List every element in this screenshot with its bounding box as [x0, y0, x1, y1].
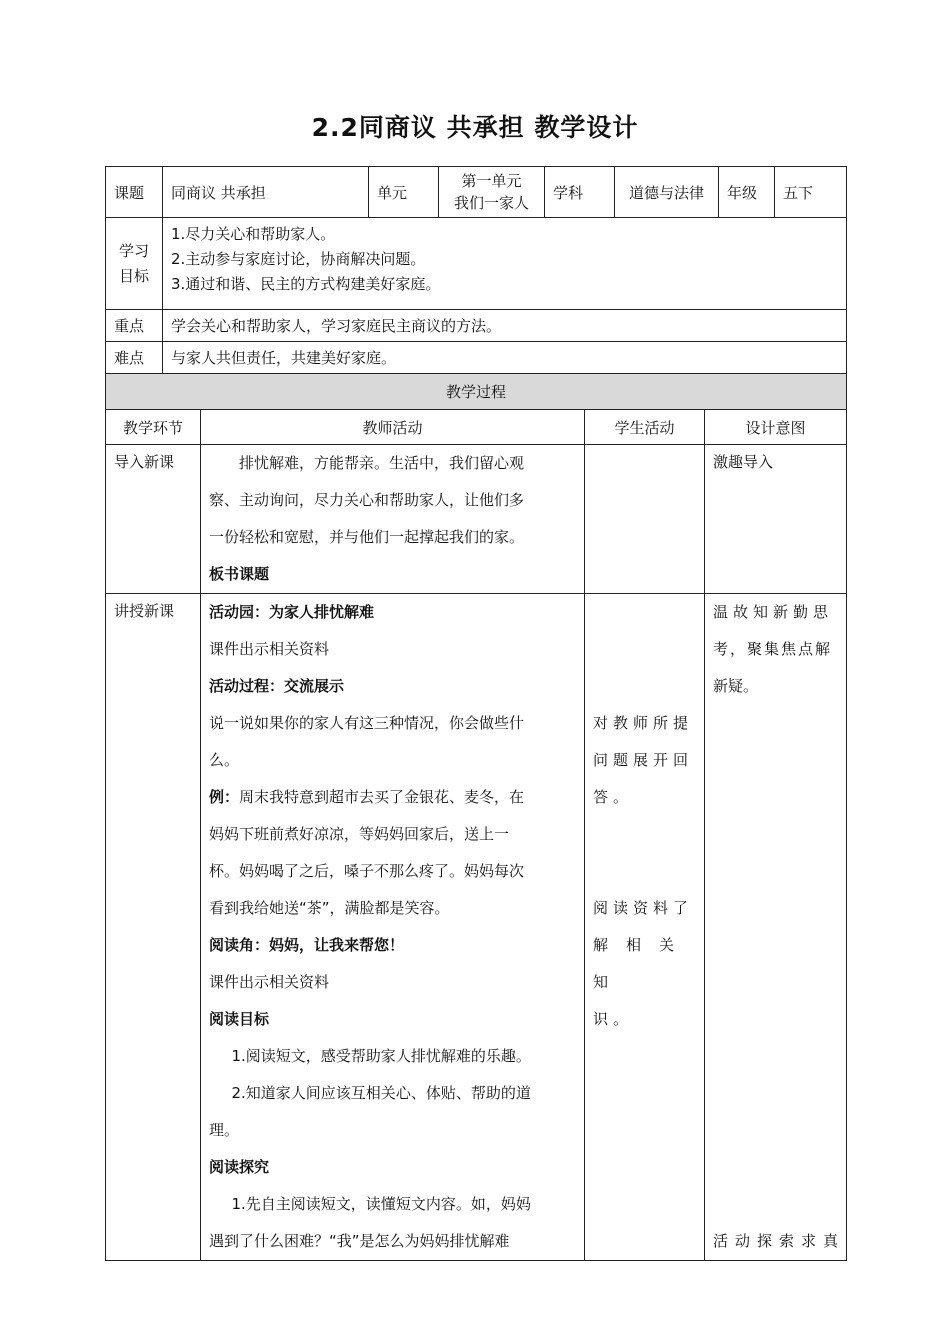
goals-label	[106, 218, 163, 310]
courseware-note: 课件出示相关资料	[209, 640, 330, 658]
intro-text-line: 察、主动询问，尽力关心和帮助家人，让他们多	[209, 491, 525, 509]
col-header-teacher: 教师活动	[201, 410, 585, 445]
student-reading-line: 识。	[593, 1010, 634, 1028]
new-lesson-student-activity	[585, 594, 705, 1261]
example-line: 杯。妈妈喝了之后，嗓子不那么疼了。妈妈每次	[209, 862, 525, 880]
reading-goal-line: 理。	[209, 1121, 240, 1139]
intro-text-line: 一份轻松和宽慰，并与他们一起撑起我们的家。	[209, 528, 525, 546]
subject-label: 学科	[545, 167, 615, 218]
col-header-intent: 设计意图	[705, 410, 847, 445]
intro-row	[106, 445, 847, 594]
example-line: 妈妈下班前煮好凉凉，等妈妈回家后，送上一	[209, 825, 510, 843]
key-point-text: 学会关心和帮助家人，学习家庭民主商议的方法。	[163, 310, 847, 342]
course-info-table	[105, 166, 847, 374]
intent-bottom-line: 活动探索求真	[713, 1232, 846, 1250]
process-title: 教学过程	[106, 374, 847, 410]
explore-title: 阅读探究	[209, 1158, 270, 1176]
info-row	[106, 167, 847, 218]
teaching-process-table	[105, 373, 847, 1261]
student-answer-line: 问题展开回	[593, 751, 694, 769]
topic-value: 同商议 共承担	[163, 167, 369, 218]
intro-text-line: 排忧解难，方能帮亲。生活中，我们留心观	[239, 454, 525, 472]
grade-value: 五下	[775, 167, 847, 218]
example-label: 例：	[209, 788, 240, 806]
question-line: 说一说如果你的家人有这三种情况，你会做些什	[209, 714, 525, 732]
col-header-student: 学生活动	[585, 410, 705, 445]
spacer-line	[593, 853, 696, 890]
activity-title: 活动园：为家人排忧解难	[209, 603, 375, 621]
explore-line: 遇到了什么困难？“我”是怎么为妈妈排忧解难	[209, 1232, 510, 1250]
page-title: 2.2同商议 共承担 教学设计	[311, 113, 639, 142]
key-point-row	[106, 310, 847, 342]
goals-row	[106, 218, 847, 310]
intent-line: 新疑。	[713, 677, 759, 695]
unit-value-line2: 我们一家人	[453, 194, 529, 212]
process-header-row	[106, 410, 847, 445]
example-line	[209, 779, 576, 816]
new-lesson-stage: 讲授新课	[106, 594, 201, 1261]
spacer-line	[593, 816, 696, 853]
intro-student-activity	[585, 445, 705, 594]
unit-label: 单元	[369, 167, 439, 218]
explore-line: 1.先自主阅读短文，读懂短文内容。如，妈妈	[231, 1195, 531, 1213]
example-text: 周末我特意到超市去买了金银花、麦冬，在	[239, 788, 525, 806]
difficulty-label: 难点	[106, 342, 163, 374]
difficulty-text: 与家人共但责任，共建美好家庭。	[163, 342, 847, 374]
goal-item: 2.主动参与家庭讨论，协商解决问题。	[171, 250, 426, 268]
goal-item: 3.通过和谐、民主的方式构建美好家庭。	[171, 275, 441, 293]
key-point-label: 重点	[106, 310, 163, 342]
reading-corner-title: 阅读角：妈妈，让我来帮您！	[209, 936, 405, 954]
col-header-stage: 教学环节	[106, 410, 201, 445]
activity-process: 活动过程：交流展示	[209, 677, 345, 695]
grade-label: 年级	[719, 167, 775, 218]
unit-value	[439, 167, 545, 218]
new-lesson-teacher-activity	[201, 594, 585, 1261]
spacer	[593, 594, 696, 705]
topic-label: 课题	[106, 167, 163, 218]
courseware-note: 课件出示相关资料	[209, 973, 330, 991]
unit-value-line1: 第一单元	[461, 172, 522, 190]
intro-intent: 激趣导入	[705, 445, 847, 594]
difficulty-row	[106, 342, 847, 374]
goals-list	[163, 218, 847, 310]
student-answer-line: 答。	[593, 788, 634, 806]
goals-label-line1: 学习	[118, 241, 149, 260]
intro-teacher-activity	[201, 445, 585, 594]
student-reading-line: 解相关知	[593, 936, 693, 991]
student-reading-line: 阅读资料了	[593, 899, 694, 917]
intent-line: 温故知新勤思	[713, 603, 834, 621]
example-line: 看到我给她送“茶”，满脸都是笑容。	[209, 899, 450, 917]
intent-line: 考，聚集焦点解	[713, 640, 833, 658]
new-lesson-intent	[705, 594, 847, 1261]
intro-board-title: 板书课题	[209, 565, 270, 583]
reading-goal-line: 1.阅读短文，感受帮助家人排忧解难的乐趣。	[231, 1047, 531, 1065]
reading-goal-line: 2.知道家人间应该互相关心、体贴、帮助的道	[231, 1084, 531, 1102]
goals-label-line2: 目标	[118, 266, 149, 285]
intro-stage: 导入新课	[106, 445, 201, 594]
question-line: 么。	[209, 751, 240, 769]
new-lesson-row	[106, 594, 847, 1261]
reading-goals-title: 阅读目标	[209, 1010, 270, 1028]
goal-item: 1.尽力关心和帮助家人。	[171, 225, 336, 243]
subject-value: 道德与法律	[615, 167, 719, 218]
student-answer-line: 对教师所提	[593, 714, 694, 732]
process-title-row	[106, 374, 847, 410]
